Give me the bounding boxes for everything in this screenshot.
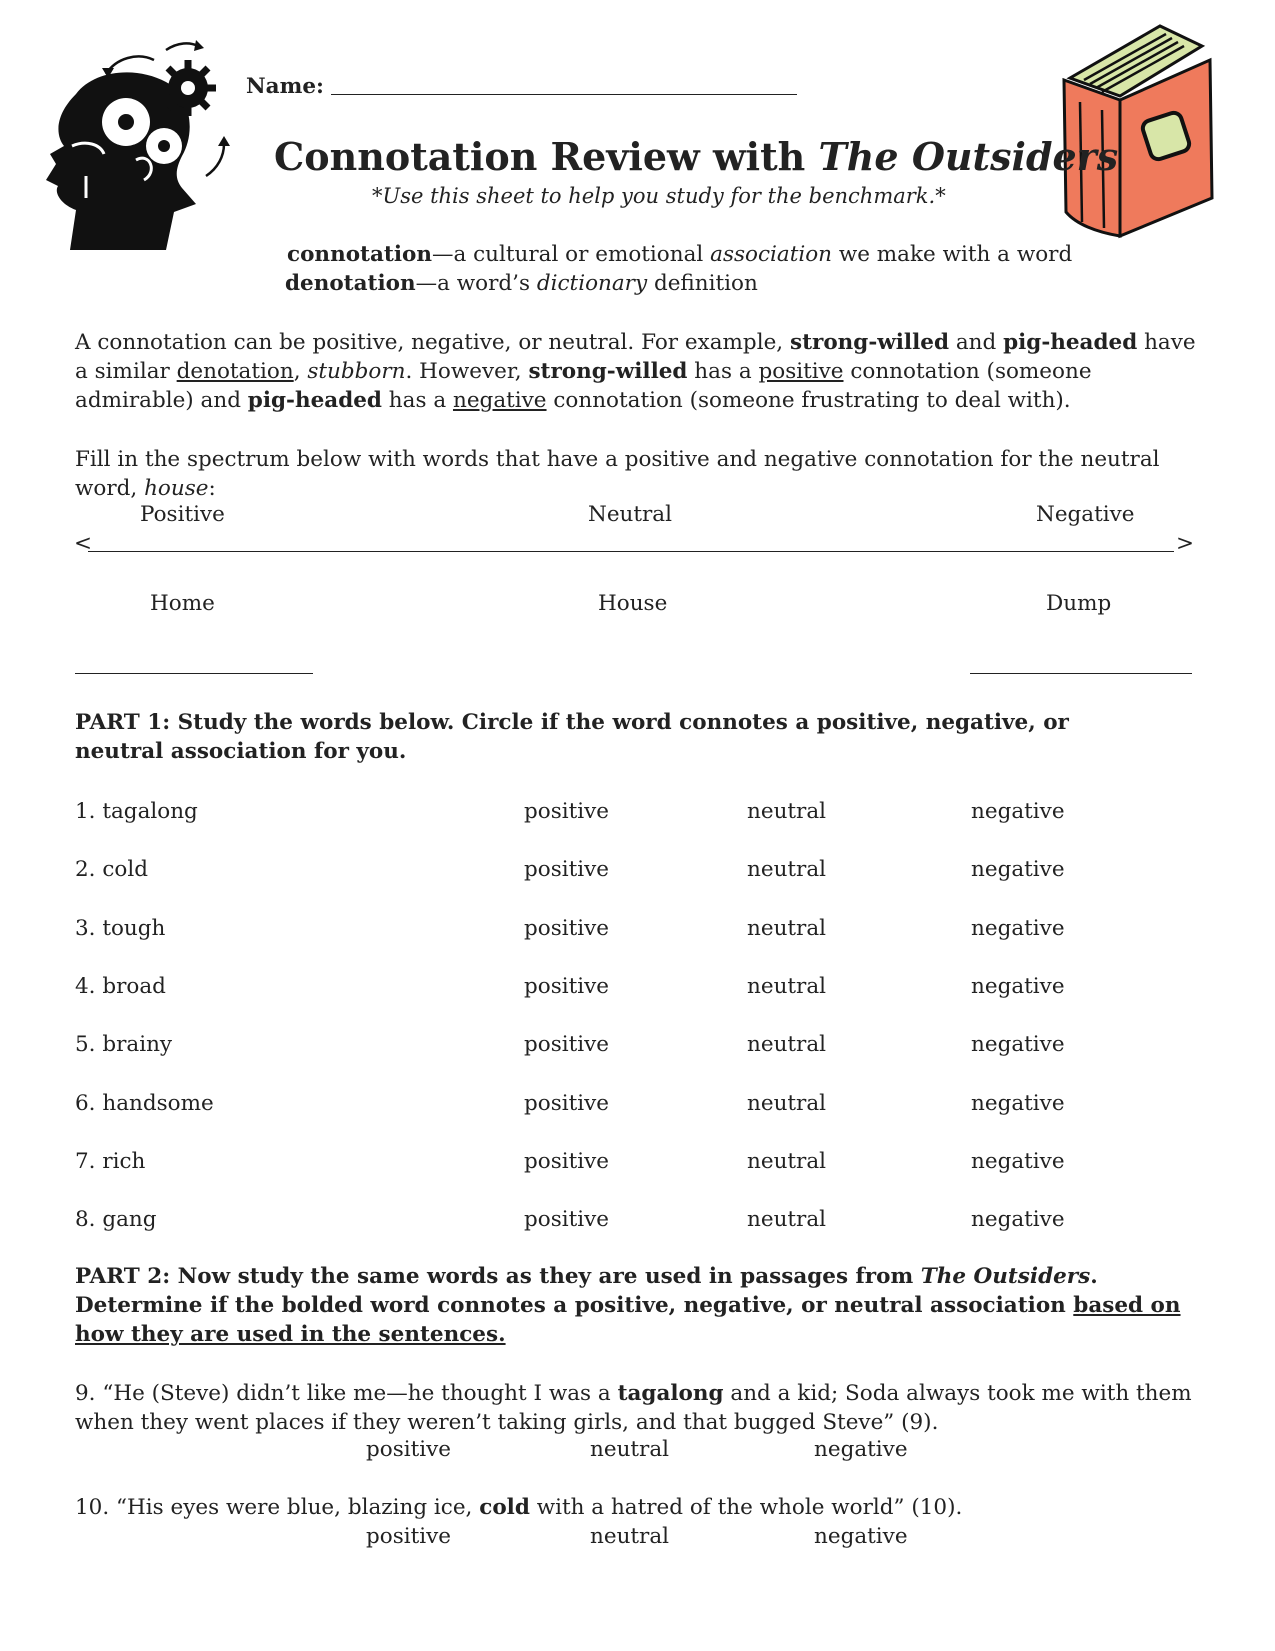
spectrum-arrow-right: >: [1176, 531, 1195, 556]
book-icon: [1050, 22, 1225, 242]
part1-option-neutral[interactable]: neutral: [747, 799, 827, 824]
part1-option-positive[interactable]: positive: [524, 1091, 610, 1116]
part1-option-neutral[interactable]: neutral: [747, 1207, 827, 1232]
q10-option-negative[interactable]: negative: [814, 1524, 908, 1549]
question-9: 9. “He (Steve) didn’t like me—he thought I was a tagalong and a kid; Soda always took me with them when they went places if they weren’t taking girls, and that bugged Steve” (9).: [75, 1381, 1192, 1435]
part1-item-label: 4. broad: [75, 974, 166, 999]
part1-option-negative[interactable]: negative: [971, 1207, 1065, 1232]
spectrum-word-positive: Home: [150, 591, 215, 616]
part1-option-positive[interactable]: positive: [524, 1207, 610, 1232]
part1-option-positive[interactable]: positive: [524, 1149, 610, 1174]
part1-option-positive[interactable]: positive: [524, 1032, 610, 1057]
spectrum-label-neutral: Neutral: [588, 502, 672, 527]
part1-option-positive[interactable]: positive: [524, 974, 610, 999]
part2-heading: PART 2: Now study the same words as they are used in passages from The Outsiders. Determine if the bolded word connotes a positive, negative, or neutral association based on how they are used in the sentences.: [75, 1264, 1181, 1347]
q9-option-neutral[interactable]: neutral: [590, 1437, 670, 1462]
part1-option-neutral[interactable]: neutral: [747, 974, 827, 999]
part1-item-label: 3. tough: [75, 916, 166, 941]
part1-option-negative[interactable]: negative: [971, 916, 1065, 941]
part1-option-negative[interactable]: negative: [971, 974, 1065, 999]
part1-option-neutral[interactable]: neutral: [747, 1091, 827, 1116]
part1-item-label: 5. brainy: [75, 1032, 173, 1057]
denotation-definition: denotation—a word’s dictionary definition: [285, 271, 758, 296]
spectrum-line: [88, 551, 1174, 552]
blank-line-left[interactable]: [75, 673, 313, 674]
part1-option-neutral[interactable]: neutral: [747, 916, 827, 941]
spectrum-word-negative: Dump: [1046, 591, 1112, 616]
q9-option-positive[interactable]: positive: [366, 1437, 452, 1462]
part1-option-positive[interactable]: positive: [524, 799, 610, 824]
part1-option-neutral[interactable]: neutral: [747, 857, 827, 882]
part1-heading: PART 1: Study the words below. Circle if the word connotes a positive, negative, or neutral association for you.: [75, 710, 1069, 764]
part1-option-negative[interactable]: negative: [971, 1149, 1065, 1174]
intro-paragraph: A connotation can be positive, negative, or neutral. For example, strong-willed and pig-headed have a similar denotation, stubborn. However, strong-willed has a positive connotation (someone admirable) and pig-headed has a negative connotation (someone frustrating to deal with).: [75, 330, 1196, 413]
q10-option-positive[interactable]: positive: [366, 1524, 452, 1549]
part1-item-label: 2. cold: [75, 857, 148, 882]
page-subtitle: *Use this sheet to help you study for the benchmark.*: [372, 184, 946, 208]
spectrum-instruction: Fill in the spectrum below with words that have a positive and negative connotation for the neutral word, house:: [75, 447, 1160, 501]
name-blank-line[interactable]: [331, 74, 797, 95]
question-10: 10. “His eyes were blue, blazing ice, cold with a hatred of the whole world” (10).: [75, 1495, 963, 1520]
blank-line-right[interactable]: [970, 673, 1192, 674]
name-field[interactable]: [246, 74, 797, 99]
spectrum-label-positive: Positive: [140, 502, 225, 527]
part1-option-positive[interactable]: positive: [524, 916, 610, 941]
part1-option-positive[interactable]: positive: [524, 857, 610, 882]
connotation-definition: connotation—a cultural or emotional association we make with a word: [287, 242, 1073, 267]
spectrum-label-negative: Negative: [1036, 502, 1135, 527]
part1-option-negative[interactable]: negative: [971, 1091, 1065, 1116]
name-label: Name:: [246, 74, 324, 99]
part1-option-negative[interactable]: negative: [971, 857, 1065, 882]
part1-item-label: 8. gang: [75, 1207, 157, 1232]
q10-option-neutral[interactable]: neutral: [590, 1524, 670, 1549]
part1-option-neutral[interactable]: neutral: [747, 1149, 827, 1174]
part1-item-label: 6. handsome: [75, 1091, 214, 1116]
q9-option-negative[interactable]: negative: [814, 1437, 908, 1462]
head-with-gears-icon: [46, 36, 236, 256]
spectrum-word-neutral: House: [598, 591, 668, 616]
part1-option-neutral[interactable]: neutral: [747, 1032, 827, 1057]
part1-item-label: 7. rich: [75, 1149, 146, 1174]
spectrum-arrow-left: <: [74, 531, 93, 556]
part1-option-negative[interactable]: negative: [971, 1032, 1065, 1057]
part1-item-label: 1. tagalong: [75, 799, 198, 824]
part1-option-negative[interactable]: negative: [971, 799, 1065, 824]
page-title: Connotation Review with The Outsiders: [274, 134, 1119, 179]
